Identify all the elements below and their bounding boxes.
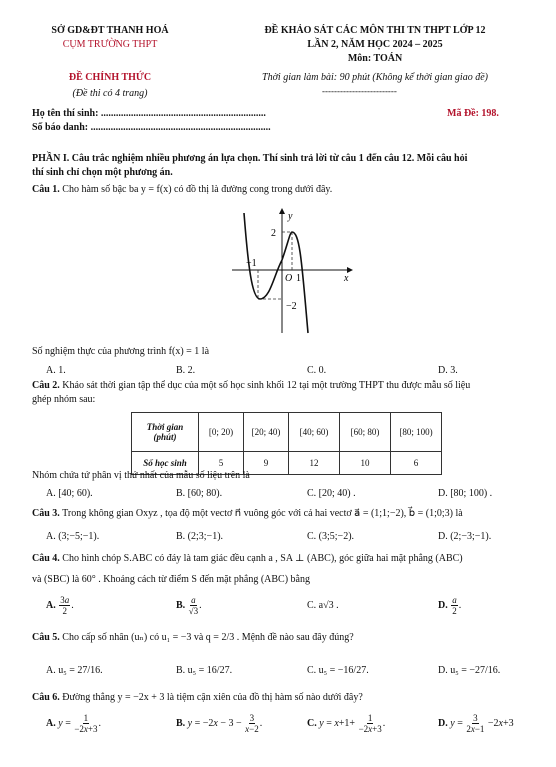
q3-stem — [32, 508, 463, 519]
q6-stem — [32, 692, 363, 703]
q4-text: Cho hình chóp S.ABC có đáy là tam giác đều cạnh a , SA ⊥ (ABC), góc giữa hai mặt phẳng (ABC) — [62, 553, 463, 564]
official-label: ĐỀ CHÍNH THỨC — [68, 72, 152, 83]
q2-stem-2: ghép nhóm sau: — [32, 394, 96, 405]
q2-option-a[interactable]: A. [40; 60). — [46, 488, 93, 499]
tick-minus-2: −2 — [286, 301, 297, 312]
origin-label: O — [285, 273, 293, 284]
q6-label: Câu 6. — [32, 692, 60, 703]
tick-2: 2 — [271, 228, 276, 239]
exam-code: Mã Đề: 198. — [447, 108, 499, 119]
q6-option-c[interactable]: C. y = x+1+ $\frac{1}{-2x+3}$ . — [307, 713, 386, 734]
q5-text: Cho cấp số nhân (uₙ) có u₁ = −3 và q = 2/3 . Mệnh đề nào sau đây đúng? — [62, 632, 354, 643]
q4-label: Câu 4. — [32, 553, 60, 564]
q1-option-a[interactable]: A. 1. — [46, 365, 66, 376]
exam-subject: Môn: TOÁN — [347, 53, 403, 64]
table-head-time: Thời gian (phút) — [132, 413, 199, 452]
q3-text: Trong không gian Oxyz , tọa độ một vectơ n⃗ vuông góc với cả hai vectơ a⃗ = (1;1;−2), b⃗ = (1;0;3) là — [62, 508, 463, 519]
q3-option-b[interactable]: B. (2;3;−1). — [176, 531, 224, 542]
count-5: 6 — [391, 452, 442, 475]
header-rule: ------------------------- — [322, 86, 397, 96]
q3-option-d[interactable]: D. (2;−3;−1). — [438, 531, 492, 542]
candidate-name: Họ tên thí sinh: .................................................................. — [32, 108, 266, 119]
y-label: y — [288, 211, 293, 222]
tick-1: 1 — [296, 273, 301, 284]
q6-text: Đường thẳng y = −2x + 3 là tiệm cận xiên của đồ thị hàm số nào dưới đây? — [62, 692, 363, 703]
q4-frac-d: $\frac{a}{2}$ — [452, 595, 457, 616]
q2-label: Câu 2. — [32, 380, 60, 391]
count-2: 9 — [244, 452, 289, 475]
tick-minus-1: −1 — [246, 258, 257, 269]
q1-label: Câu 1. — [32, 184, 60, 195]
q1-option-c[interactable]: C. 0. — [307, 365, 327, 376]
x-label: x — [344, 273, 349, 284]
count-1: 5 — [199, 452, 244, 475]
q2-option-d[interactable]: D. [80; 100) . — [438, 488, 493, 499]
q5-option-b[interactable]: B. u₅ = 16/27. — [176, 665, 233, 676]
q1-option-d[interactable]: D. 3. — [438, 365, 458, 376]
q4-option-d[interactable]: D. $\frac{a}{2}$ . — [438, 595, 462, 616]
q3-option-c[interactable]: C. (3;5;−2). — [307, 531, 355, 542]
exam-year: LẦN 2, NĂM HỌC 2024 – 2025 — [307, 39, 443, 50]
q1-question: Số nghiệm thực của phương trình f(x) = 1 là — [32, 346, 210, 357]
q2-text: Khảo sát thời gian tập thể dục của một số học sinh khối 12 tại một trường THPT thu được mẫu số liệu — [62, 380, 471, 391]
count-4: 10 — [340, 452, 391, 475]
q4-frac-b: $\frac{a}{√3}$ — [188, 595, 199, 616]
interval-2: [20; 40) — [244, 413, 289, 452]
q5-label: Câu 5. — [32, 632, 60, 643]
q3-label: Câu 3. — [32, 508, 60, 519]
time-note: Thời gian làm bài: 90 phút (Không kể thời gian giao đề) — [262, 72, 488, 83]
q4-stem — [32, 553, 463, 564]
school-dept: SỞ GD&ĐT THANH HOÁ — [51, 25, 169, 36]
interval-1: [0; 20) — [199, 413, 244, 452]
exam-title: ĐỀ KHẢO SÁT CÁC MÔN THI TN THPT LỚP 12 — [264, 25, 486, 36]
pages-note: (Đề thi có 4 trang) — [72, 88, 148, 99]
q2-option-c[interactable]: C. [20; 40) . — [307, 488, 356, 499]
q2-question: Nhóm chứa tứ phân vị thứ nhất của mẫu số liệu trên là — [32, 470, 250, 481]
q5-option-d[interactable]: D. u₅ = −27/16. — [438, 665, 501, 676]
school-cluster: CỤM TRƯỜNG THPT — [62, 39, 158, 50]
q1-graph — [230, 205, 360, 335]
q5-option-c[interactable]: C. u₅ = −16/27. — [307, 665, 369, 676]
q6-option-b[interactable]: B. y = −2x − 3 − $\frac{3}{x-2}$ . — [176, 713, 263, 734]
q4-stem-2: và (SBC) là 60° . Khoảng cách từ điểm S đến mặt phẳng (ABC) bằng — [32, 574, 310, 585]
section-title-2: thí sinh chỉ chọn một phương án. — [32, 167, 173, 178]
count-3: 12 — [289, 452, 340, 475]
q5-stem — [32, 632, 354, 643]
q3-option-a[interactable]: A. (3;−5;−1). — [46, 531, 100, 542]
q2-stem — [32, 380, 470, 391]
interval-4: [60; 80) — [340, 413, 391, 452]
q6-option-a[interactable]: A. y = $\frac{1}{-2x+3}$ . — [46, 713, 101, 734]
q1-stem — [32, 184, 332, 195]
candidate-id: Số báo danh: ........................................................................ — [32, 122, 271, 133]
q5-option-a[interactable]: A. u₅ = 27/16. — [46, 665, 103, 676]
q4-option-a[interactable]: A. $\frac{3a}{2}$ . — [46, 595, 74, 616]
q2-option-b[interactable]: B. [60; 80). — [176, 488, 223, 499]
q4-option-c[interactable]: C. a√3 . — [307, 600, 339, 611]
q4-frac-a: $\frac{3a}{2}$ — [60, 595, 70, 616]
section-title: PHẦN I. Câu trắc nghiệm nhiều phương án lựa chọn. Thí sinh trả lời từ câu 1 đến câu 12. Mỗi câu hỏi — [32, 153, 468, 164]
q6-option-d[interactable]: D. y = $\frac{3}{2x-1}$ −2x+3 — [438, 713, 514, 734]
interval-3: [40; 60) — [289, 413, 340, 452]
q1-text: Cho hàm số bậc ba y = f(x) có đồ thị là đường cong trong dưới đây. — [62, 184, 333, 195]
q4-option-b[interactable]: B. $\frac{a}{√3}$ . — [176, 595, 202, 616]
interval-5: [80; 100) — [391, 413, 442, 452]
q1-option-b[interactable]: B. 2. — [176, 365, 196, 376]
table-head-students: Số học sinh — [132, 452, 199, 475]
q2-table — [131, 412, 442, 475]
